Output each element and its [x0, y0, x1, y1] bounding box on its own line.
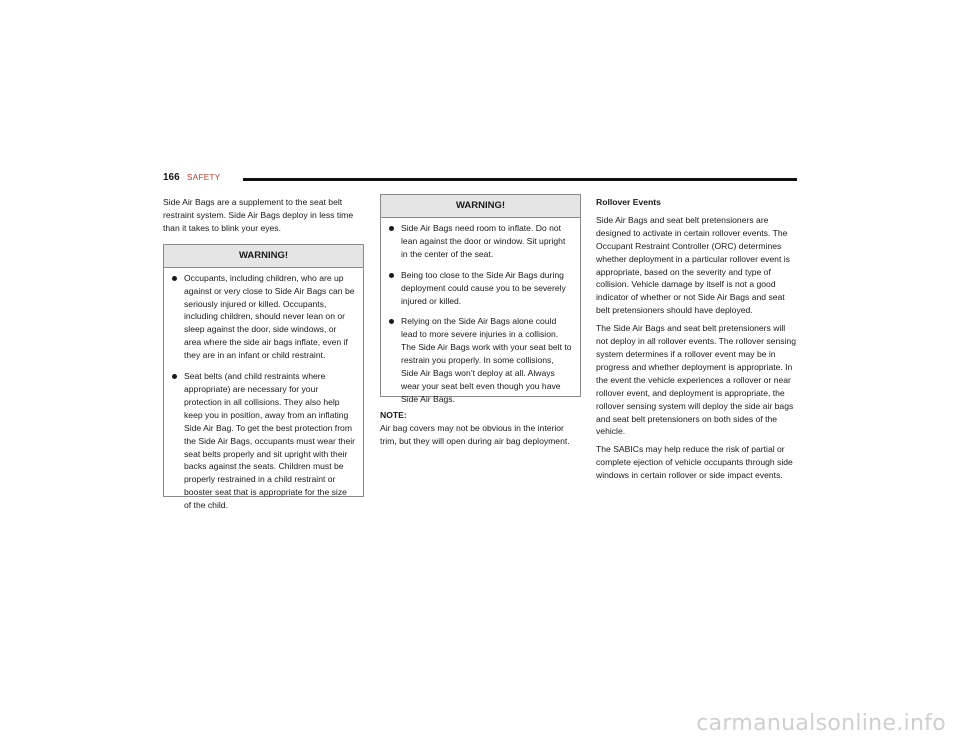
- bullet-icon: [172, 374, 177, 379]
- warning-title: WARNING!: [164, 245, 363, 268]
- warning-title: WARNING!: [381, 195, 580, 218]
- warning-item: [389, 315, 572, 405]
- warning-item-text: Occupants, including children, who are up against or very close to Side Air Bags can be seriously injured or killed. Occupants, including children, should never lean on or sleep against the door, side windows, or area where the side air bags inflate, even if they are in an infant or child restraint.: [184, 272, 355, 361]
- page-number: 166: [163, 172, 180, 183]
- body-paragraph: Side Air Bags and seat belt pretensioners are designed to activate in certain rollover events. The Occupant Restraint Controller (ORC) determines whether deployment in a particular rollover event is appropriate, based on the severity and type of collision. Vehicle damage by itself is not a good indicator of whether or not Side Air Bags and seat belt pretensioners should have deployed.: [596, 214, 790, 316]
- warning-item: [172, 272, 355, 362]
- warning-item: [389, 222, 572, 261]
- warning-item-text: Seat belts (and child restraints where appropriate) are necessary for your protection in all collisions. They also help keep you in position, away from an inflating Side Air Bag. To get the best protection from the Side Air Bags, occupants must wear their seat belts properly and sit upright with their backs against the seats. Children must be properly restrained in a child restraint or booster seat that is appropriate for the size of the child.: [184, 371, 356, 511]
- warning-item-text: Side Air Bags need room to inflate. Do not lean against the door or window. Sit upright in the center of the seat.: [401, 223, 566, 259]
- bullet-icon: [389, 319, 394, 324]
- body-paragraph: The SABICs may help reduce the risk of partial or complete ejection of vehicle occupants through side windows in certain rollover or side impact events.: [596, 444, 793, 481]
- bullet-icon: [389, 273, 394, 278]
- column-middle: [380, 194, 581, 453]
- section-heading: Rollover Events: [596, 197, 661, 207]
- warning-item-text: Being too close to the Side Air Bags during deployment could cause you to be severely injured or killed.: [401, 269, 566, 306]
- note-label: NOTE:: [380, 410, 407, 420]
- warning-item-text: Relying on the Side Air Bags alone could lead to more severe injuries in a collision. The Side Air Bags work with your seat belt to restrain you properly. In some collisions, Side Air Bags won’t deploy at all. Always wear your seat belt even though you have Side Air Bags.: [401, 316, 572, 404]
- warning-item: [389, 269, 572, 308]
- header-rule: [243, 178, 797, 181]
- column-right: [596, 196, 798, 487]
- warning-list: [381, 218, 580, 412]
- intro-paragraph: Side Air Bags are a supplement to the seat belt restraint system. Side Air Bags deploy in less time than it takes to blink your eyes.: [163, 197, 354, 233]
- note-text: Air bag covers may not be obvious in the interior trim, but they will open during air bag deployment.: [380, 422, 570, 446]
- warning-box-left: [163, 244, 364, 511]
- bullet-icon: [172, 276, 177, 281]
- warning-box-middle: [380, 194, 581, 404]
- body-paragraph: The Side Air Bags and seat belt pretensioners will not deploy in all rollover events. The rollover sensing system determines if a rollover event may be in progress and whether deployment is appropriate. In the event the vehicle experiences a rollover or near rollover event, and deployment is appropriate, the rollover sensing system will deploy the side air bags and seat belt pretensioners on both sides of the vehicle.: [596, 323, 796, 437]
- bullet-icon: [389, 226, 394, 231]
- watermark: carmanualsonline.info: [696, 711, 946, 736]
- warning-item: [172, 370, 355, 512]
- warning-list: [164, 268, 363, 518]
- column-left: [163, 196, 364, 511]
- section-title: SAFETY: [187, 173, 221, 182]
- page-header: [163, 172, 797, 186]
